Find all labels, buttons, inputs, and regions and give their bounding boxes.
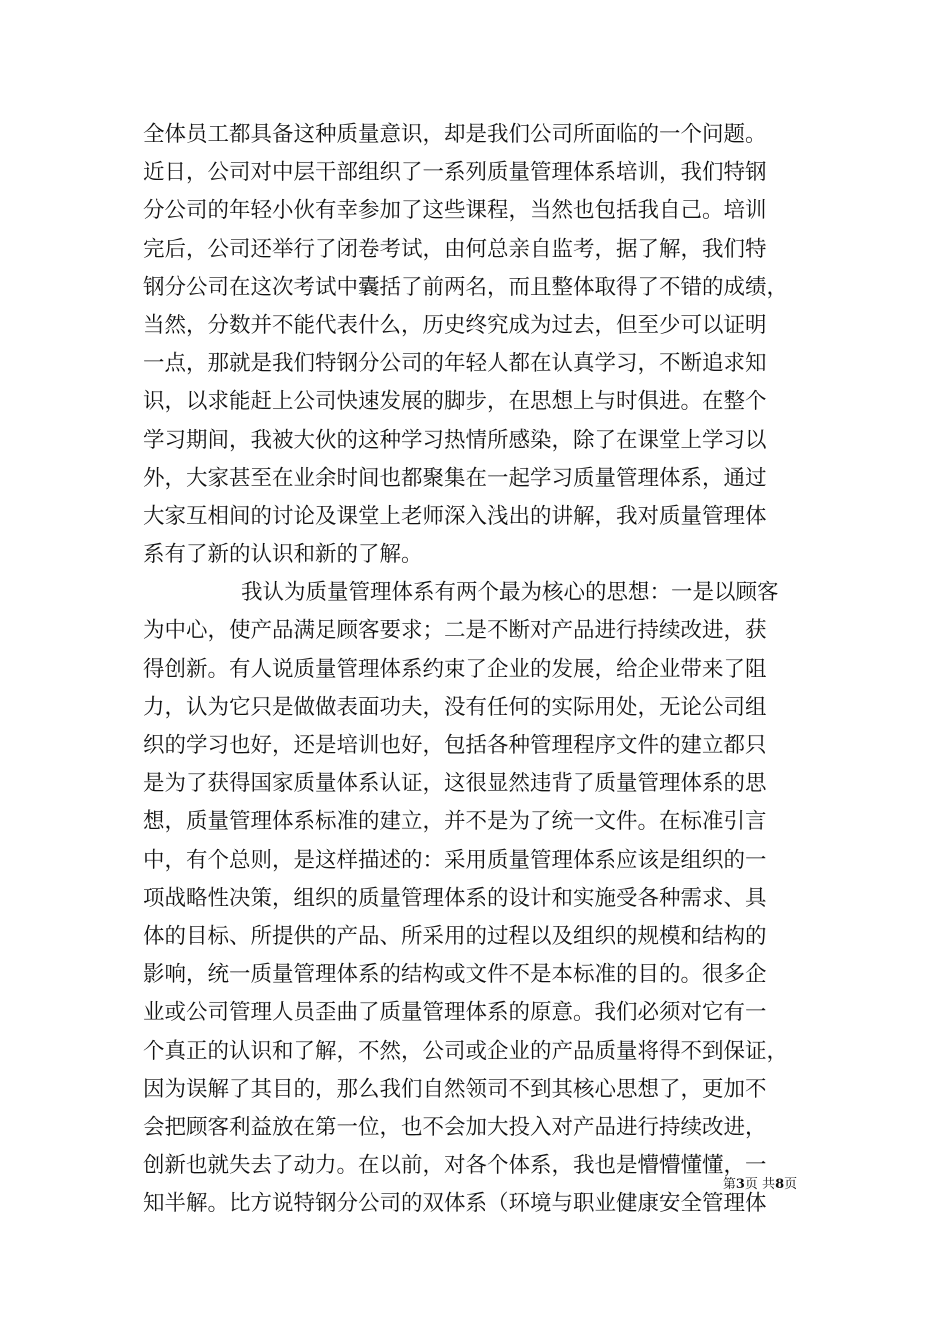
text-line: 影响，统一质量管理体系的结构或文件不是本标准的目的。很多企 (143, 962, 767, 988)
text-line: 当然，分数并不能代表什么，历史终究成为过去，但至少可以证明 (143, 312, 767, 338)
page-number-footer (700, 1176, 820, 1194)
footer-prefix: 第 (722, 1177, 736, 1192)
text-line: 一点，那就是我们特钢分公司的年轻人都在认真学习，不断追求知 (143, 351, 767, 377)
text-line: 分公司的年轻小伙有幸参加了这些课程，当然也包括我自己。培训 (143, 198, 767, 224)
footer-middle: 页 共 (744, 1177, 776, 1192)
text-line: 项战略性决策，组织的质量管理体系的设计和实施受各种需求、具 (143, 885, 767, 911)
text-line: 力，认为它只是做做表面功夫，没有任何的实际用处，无论公司组 (143, 694, 767, 720)
text-line: 系有了新的认识和新的了解。 (143, 542, 423, 568)
text-line: 大家互相间的讨论及课堂上老师深入浅出的讲解，我对质量管理体 (143, 503, 767, 529)
body-text (143, 116, 823, 1223)
text-line: 创新也就失去了动力。在以前，对各个体系，我也是懵懵懂懂，一 (143, 1153, 767, 1179)
total-page-number: 8 (775, 1177, 785, 1192)
text-line: 业或公司管理人员歪曲了质量管理体系的原意。我们必须对它有一 (143, 1000, 767, 1026)
text-line: 识，以求能赶上公司快速发展的脚步，在思想上与时俱进。在整个 (143, 389, 767, 415)
text-line: 钢分公司在这次考试中囊括了前两名，而且整体取得了不错的成绩， (143, 274, 789, 300)
text-line: 我认为质量管理体系有两个最为核心的思想：一是以顾客 (241, 580, 779, 606)
text-line: 会把顾客利益放在第一位，也不会加大投入对产品进行持续改进， (143, 1114, 767, 1140)
text-line: 知半解。比方说特钢分公司的双体系（环境与职业健康安全管理体 (143, 1191, 767, 1217)
text-line: 得创新。有人说质量管理体系约束了企业的发展，给企业带来了阻 (143, 656, 767, 682)
text-line: 因为误解了其目的，那么我们自然领司不到其核心思想了，更加不 (143, 1076, 767, 1102)
text-line: 外，大家甚至在业余时间也都聚集在一起学习质量管理体系，通过 (143, 465, 767, 491)
text-line: 想，质量管理体系标准的建立，并不是为了统一文件。在标准引言 (143, 809, 767, 835)
current-page-number: 3 (735, 1177, 745, 1192)
text-line: 织的学习也好，还是培训也好，包括各种管理程序文件的建立都只 (143, 733, 767, 758)
text-line: 体的目标、所提供的产品、所采用的过程以及组织的规模和结构的 (143, 923, 767, 949)
text-line: 是为了获得国家质量体系认证，这很显然违背了质量管理体系的思 (143, 771, 767, 797)
text-line: 个真正的认识和了解，不然，公司或企业的产品质量将得不到保证， (143, 1038, 789, 1064)
text-line: 为中心，使产品满足顾客要求；二是不断对产品进行持续改进，获 (143, 618, 767, 644)
text-line: 近日，公司对中层干部组织了一系列质量管理体系培训，我们特钢 (143, 160, 767, 186)
text-line: 全体员工都具备这种质量意识，却是我们公司所面临的一个问题。 (143, 122, 767, 147)
text-line: 学习期间，我被大伙的这种学习热情所感染，除了在课堂上学习以 (143, 427, 767, 453)
text-line: 完后，公司还举行了闭卷考试，由何总亲自监考，据了解，我们特 (143, 236, 767, 262)
text-line: 中，有个总则，是这样描述的：采用质量管理体系应该是组织的一 (143, 847, 767, 873)
footer-suffix: 页 (784, 1177, 798, 1192)
